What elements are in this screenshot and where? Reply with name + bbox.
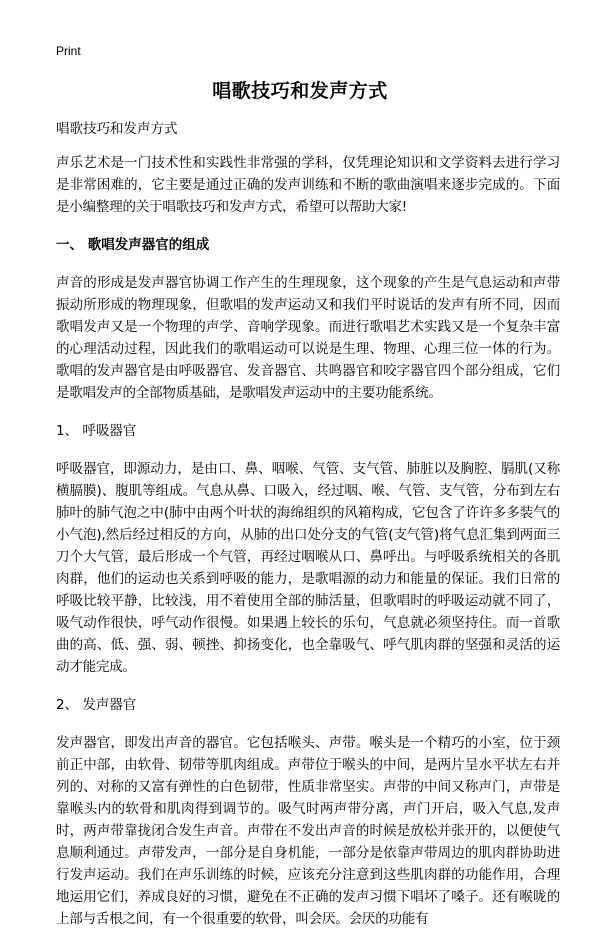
page-title: 唱歌技巧和发声方式 xyxy=(212,80,388,102)
section-paragraph-organs: 声音的形成是发声器官协调工作产生的生理现象，这个现象的产生是气息运动和声带振动所形成的物理现象，但歌唱的发声运动又和我们平时说话的发声有所不同，因而歌唱发声又是一个物理的声学、音响学现象。而进行歌唱艺术实践又是一个复杂丰富的心理活动过程，因此我们的歌唱运动可以说是生理、物理、心理三位一体的行为。歌唱的发声器官是由呼吸器官、发音器官、共鸣器官和咬字器官四个部分组成，它们是歌唱发声的全部物质基础，是歌唱发声运动中的主要功能系统。 xyxy=(56,275,560,401)
print-link[interactable]: Print xyxy=(56,44,81,58)
section-heading-organs: 一、 歌唱发声器官的组成 xyxy=(56,237,210,253)
subsection-heading-vocal: 2、 发声器官 xyxy=(56,697,137,713)
subsection-heading-respiratory: 1、 呼吸器官 xyxy=(56,423,137,439)
intro-paragraph: 声乐艺术是一门技术性和实践性非常强的学科，仅凭理论知识和文学资料去进行学习是非常困难的，它主要是通过正确的发声训练和不断的歌曲演唱来逐步完成的。下面是小编整理的关于唱歌技巧和发声方式，希望可以帮助大家! xyxy=(56,155,560,215)
document-subtitle: 唱歌技巧和发声方式 xyxy=(56,121,178,137)
subsection-paragraph-respiratory: 呼吸器官，即源动力，是由口、鼻、咽喉、气管、支气管、肺脏以及胸腔、膈肌(又称横膈膜)、腹肌等组成。气息从鼻、口吸入，经过咽、喉、气管、支气管，分布到左右肺叶的肺气泡之中(肺中由两个叶状的海绵组织的风箱构成，它包含了许许多多装气的小气泡),然后经过相反的方向，从肺的出口处分支的气管(支气管)将气息汇集到两面三刀个大气管，最后形成一个气管，再经过咽喉从口、鼻呼出。与呼吸系统相关的各肌肉群，他们的运动也关系到呼吸的能力，是歌唱源的动力和能量的保证。我们日常的呼吸比较平静，比较浅，用不着使用全部的肺活量，但歌唱时的呼吸运动就不同了，吸气动作很快，呼气动作很慢。如果遇上较长的乐句，气息就必须坚持住。而一首歌曲的高、低、强、弱、顿挫、抑扬变化，也全靠吸气、呼气肌肉群的坚强和灵活的运动才能完成。 xyxy=(56,461,560,675)
subsection-paragraph-vocal: 发声器官，即发出声音的器官。它包括喉头、声带。喉头是一个精巧的小室，位于颈前正中部，由软骨、韧带等肌肉组成。声带位于喉头的中间，是两片呈水平状左右并列的、对称的又富有弹性的白色韧带，性质非常坚实。声带的中间又称声门，声带是靠喉头内的软骨和肌肉得到调节的。吸气时两声带分离，声门开启，吸入气息,发声时，两声带靠拢闭合发生声音。声带在不发出声音的时候是放松并张开的，以便使气息顺利通过。声带发声，一部分是自身机能，一部分是依靠声带周边的肌肉群协助进行发声运动。我们在声乐训练的时候，应该充分注意到这些肌肉群的功能作用，合理地运用它们，养成良好的习惯，避免在不正确的发声习惯下唱坏了嗓子。还有喉咙的上部与舌根之间，有一个很重要的软骨，叫会厌。会厌的功能有 xyxy=(56,735,560,927)
document-body xyxy=(56,118,560,946)
